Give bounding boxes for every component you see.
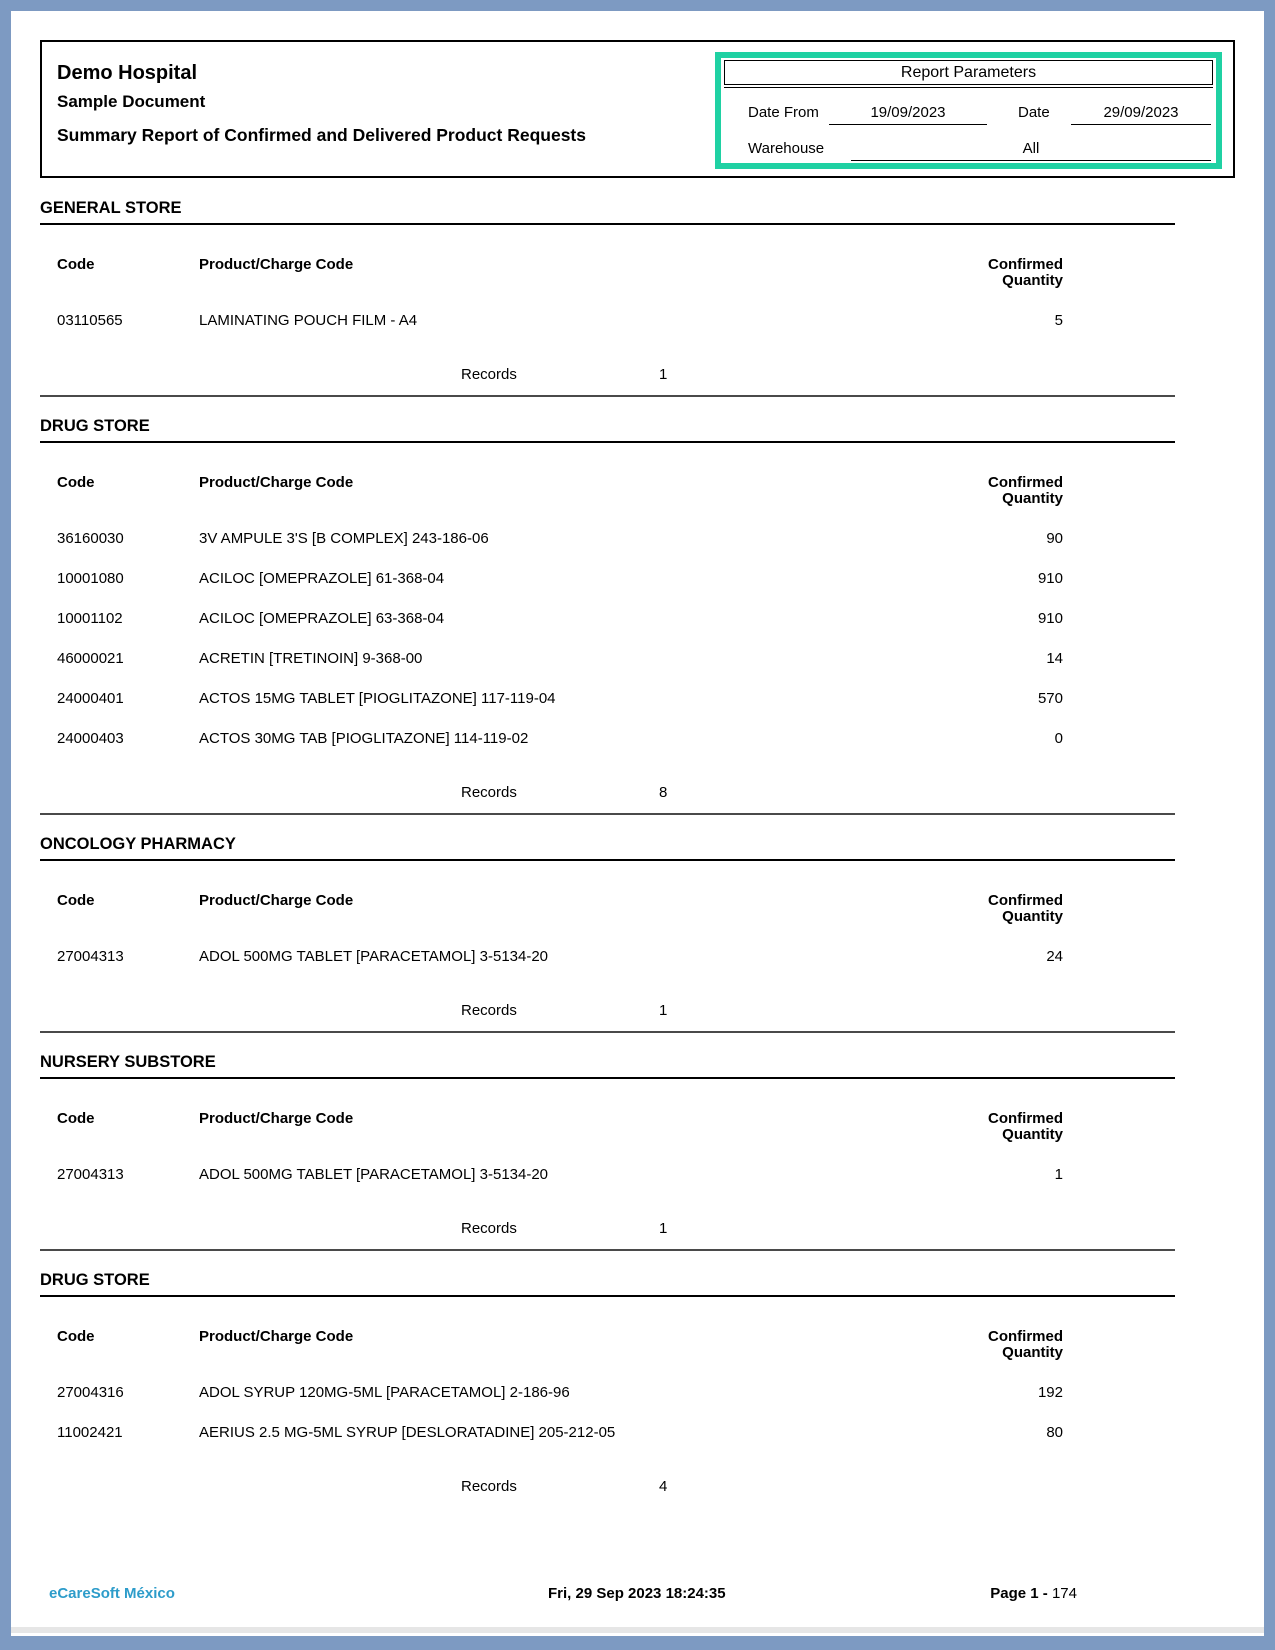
table-row — [40, 691, 1175, 707]
records-label: Records — [461, 1002, 517, 1019]
section-separator — [40, 813, 1175, 815]
section-oncology-pharmacy — [40, 835, 1175, 1033]
column-header-product: Product/Charge Code — [199, 892, 354, 909]
table-row — [40, 949, 1175, 965]
records-row — [40, 785, 1175, 801]
page-footer — [40, 1585, 1175, 1605]
section-title: DRUG STORE — [40, 1271, 1175, 1297]
section-separator — [40, 1249, 1175, 1251]
hospital-name: Demo Hospital — [57, 62, 198, 84]
row-product: ACTOS 30MG TAB [PIOGLITAZONE] 114-119-02 — [199, 730, 529, 747]
footer-page-total: 174 — [1051, 1585, 1077, 1602]
report-parameters-divider — [724, 84, 1213, 88]
section-drug-store — [40, 417, 1175, 815]
records-label: Records — [461, 1220, 517, 1237]
row-quantity: 80 — [1046, 1424, 1063, 1441]
row-quantity: 570 — [1037, 690, 1063, 707]
row-quantity: 1 — [1054, 1166, 1063, 1183]
report-parameters-title: Report Parameters — [724, 60, 1213, 84]
row-quantity: 910 — [1037, 570, 1063, 587]
row-code: 46000021 — [57, 650, 124, 667]
records-label: Records — [461, 1478, 517, 1495]
column-header-quantity: Confirmed Quantity — [988, 892, 1063, 925]
section-title: GENERAL STORE — [40, 199, 1175, 225]
date-to-value: 29/09/2023 — [1071, 104, 1211, 125]
records-row — [40, 367, 1175, 383]
section-title: NURSERY SUBSTORE — [40, 1053, 1175, 1079]
report-title: Summary Report of Confirmed and Delivered Product Requests — [57, 125, 586, 145]
column-header-code: Code — [57, 892, 95, 909]
table-header-row — [40, 257, 1175, 289]
warehouse-value: All — [851, 140, 1211, 161]
records-value: 1 — [659, 1002, 668, 1019]
table-row — [40, 731, 1175, 747]
records-label: Records — [461, 784, 517, 801]
section-title: ONCOLOGY PHARMACY — [40, 835, 1175, 861]
column-header-product: Product/Charge Code — [199, 256, 354, 273]
row-product: ACRETIN [TRETINOIN] 9-368-00 — [199, 650, 423, 667]
document-subtitle: Sample Document — [57, 92, 206, 111]
row-quantity: 910 — [1037, 610, 1063, 627]
records-label: Records — [461, 366, 517, 383]
row-product: LAMINATING POUCH FILM - A4 — [199, 312, 418, 329]
column-header-product: Product/Charge Code — [199, 1328, 354, 1345]
records-value: 8 — [659, 784, 668, 801]
row-product: 3V AMPULE 3'S [B COMPLEX] 243-186-06 — [199, 530, 489, 547]
table-row — [40, 531, 1175, 547]
table-row — [40, 1425, 1175, 1441]
row-product: ACILOC [OMEPRAZOLE] 63-368-04 — [199, 610, 445, 627]
report-parameters-box — [715, 52, 1222, 169]
section-drug-store-2 — [40, 1271, 1175, 1495]
row-quantity: 14 — [1046, 650, 1063, 667]
row-code: 10001080 — [57, 570, 124, 587]
table-row — [40, 571, 1175, 587]
table-header-row — [40, 475, 1175, 507]
row-product: ACILOC [OMEPRAZOLE] 61-368-04 — [199, 570, 445, 587]
row-code: 36160030 — [57, 530, 124, 547]
table-row — [40, 611, 1175, 627]
records-row — [40, 1003, 1175, 1019]
report-header-box — [40, 40, 1235, 178]
date-from-value: 19/09/2023 — [829, 104, 987, 125]
row-code: 03110565 — [57, 312, 123, 329]
column-header-quantity: Confirmed Quantity — [988, 474, 1063, 507]
footer-page-label: Page 1 - — [990, 1585, 1052, 1602]
section-title: DRUG STORE — [40, 417, 1175, 443]
column-header-product: Product/Charge Code — [199, 474, 354, 491]
row-code: 24000403 — [57, 730, 124, 747]
row-product: ADOL 500MG TABLET [PARACETAMOL] 3-5134-20 — [199, 1166, 549, 1183]
row-code: 27004313 — [57, 1166, 124, 1183]
records-value: 1 — [659, 1220, 668, 1237]
report-body — [40, 199, 1175, 1495]
row-code: 11002421 — [57, 1424, 123, 1441]
table-header-row — [40, 893, 1175, 925]
footer-datetime: Fri, 29 Sep 2023 18:24:35 — [548, 1585, 726, 1602]
column-header-quantity: Confirmed Quantity — [988, 1110, 1063, 1143]
section-separator — [40, 1031, 1175, 1033]
table-row — [40, 1167, 1175, 1183]
warehouse-label: Warehouse — [748, 140, 825, 157]
row-product: AERIUS 2.5 MG-5ML SYRUP [DESLORATADINE] 205-212-05 — [199, 1424, 616, 1441]
table-header-row — [40, 1329, 1175, 1361]
page-bottom-strip — [11, 1627, 1264, 1633]
row-quantity: 5 — [1054, 312, 1063, 329]
section-nursery-substore — [40, 1053, 1175, 1251]
date-from-label: Date From — [748, 104, 819, 121]
column-header-product: Product/Charge Code — [199, 1110, 354, 1127]
row-product: ADOL SYRUP 120MG-5ML [PARACETAMOL] 2-186-96 — [199, 1384, 570, 1401]
date-to-label: Date — [1018, 104, 1050, 121]
records-value: 1 — [659, 366, 668, 383]
row-code: 10001102 — [57, 610, 123, 627]
row-code: 27004316 — [57, 1384, 124, 1401]
column-header-code: Code — [57, 256, 95, 273]
records-row — [40, 1221, 1175, 1237]
column-header-code: Code — [57, 1110, 95, 1127]
row-code: 24000401 — [57, 690, 124, 707]
table-row — [40, 651, 1175, 667]
row-quantity: 0 — [1054, 730, 1063, 747]
footer-page-number — [990, 1585, 1077, 1602]
column-header-code: Code — [57, 1328, 95, 1345]
table-row — [40, 313, 1175, 329]
column-header-quantity: Confirmed Quantity — [988, 1328, 1063, 1361]
table-header-row — [40, 1111, 1175, 1143]
row-quantity: 192 — [1037, 1384, 1063, 1401]
row-quantity: 90 — [1046, 530, 1063, 547]
records-row — [40, 1479, 1175, 1495]
section-general-store — [40, 199, 1175, 397]
row-product: ACTOS 15MG TABLET [PIOGLITAZONE] 117-119-04 — [199, 690, 556, 707]
column-header-quantity: Confirmed Quantity — [988, 256, 1063, 289]
footer-brand: eCareSoft México — [49, 1585, 175, 1602]
row-code: 27004313 — [57, 948, 124, 965]
section-separator — [40, 395, 1175, 397]
table-row — [40, 1385, 1175, 1401]
records-value: 4 — [659, 1478, 668, 1495]
row-product: ADOL 500MG TABLET [PARACETAMOL] 3-5134-20 — [199, 948, 549, 965]
row-quantity: 24 — [1046, 948, 1063, 965]
column-header-code: Code — [57, 474, 95, 491]
